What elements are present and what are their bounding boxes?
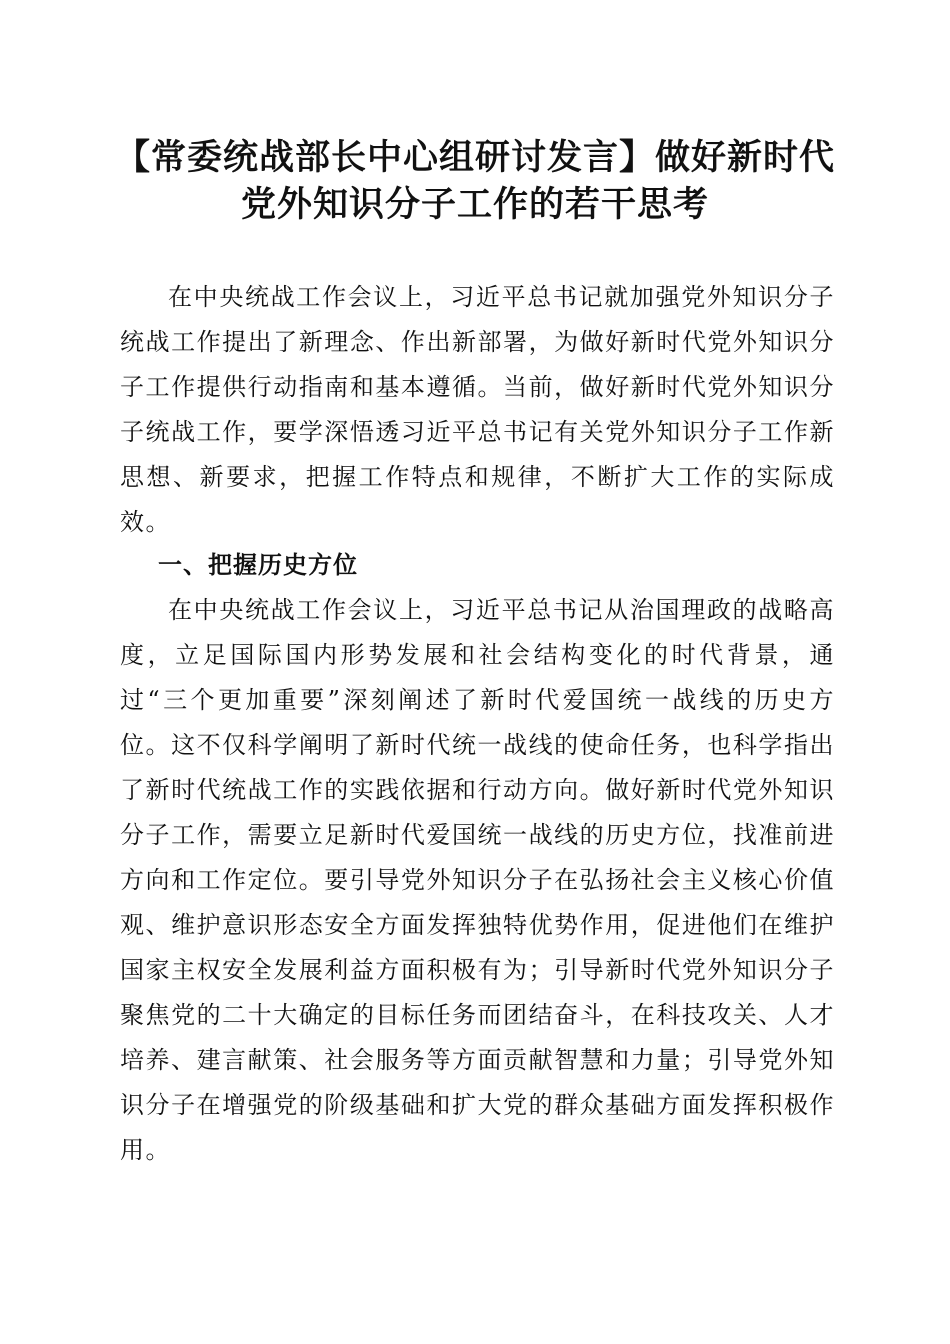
- document-title-line-2: 党外知识分子工作的若干思考: [240, 184, 709, 225]
- document-title-line-1: 【常委统战部长中心组研讨发言】做好新时代: [114, 137, 835, 178]
- intro-paragraph: 在中央统战工作会议上，习近平总书记就加强党外知识分子统战工作提出了新理念、作出新部署，为做好新时代党外知识分子工作提供行动指南和基本遵循。当前，做好新时代党外知识分子统战工作，要学深悟透习近平总书记有关党外知识分子工作新思想、新要求，把握工作特点和规律，不断扩大工作的实际成效。: [120, 283, 835, 536]
- section-paragraph: 在中央统战工作会议上，习近平总书记从治国理政的战略高度，立足国际国内形势发展和社会结构变化的时代背景，通过“三个更加重要”深刻阐述了新时代爱国统一战线的历史方位。这不仅科学阐明了新时代统一战线的使命任务，也科学指出了新时代统战工作的实践依据和行动方向。做好新时代党外知识分子工作，需要立足新时代爱国统一战线的历史方位，找准前进方向和工作定位。要引导党外知识分子在弘扬社会主义核心价值观、维护意识形态安全方面发挥独特优势作用，促进他们在维护国家主权安全发展利益方面积极有为；引导新时代党外知识分子聚焦党的二十大确定的目标任务而团结奋斗，在科技攻关、人才培养、建言献策、社会服务等方面贡献智慧和力量；引导党外知识分子在增强党的阶级基础和扩大党的群众基础方面发挥积极作用。: [120, 596, 835, 1164]
- section-heading: 一、把握历史方位: [158, 551, 358, 579]
